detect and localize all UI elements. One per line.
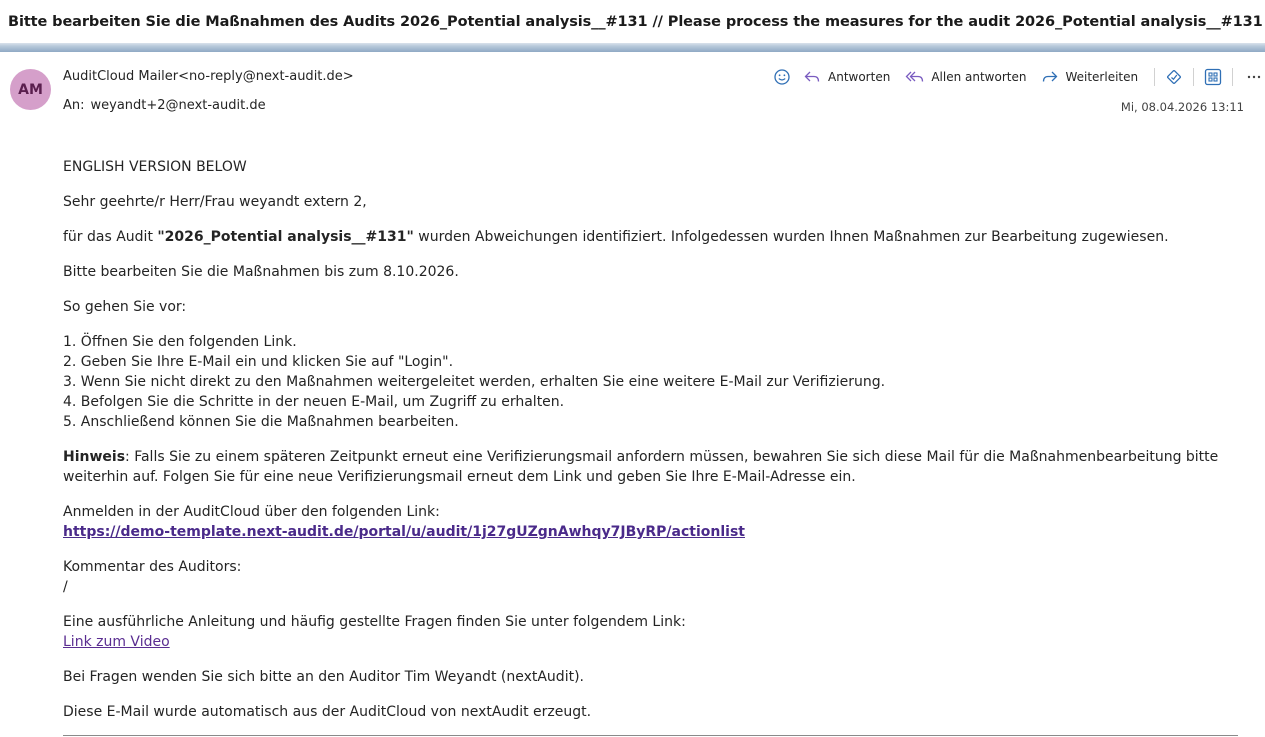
recipient-label: An: <box>63 98 85 113</box>
email-body <box>63 157 1253 722</box>
forward-label: Weiterleiten <box>1065 70 1139 84</box>
hint-label: Hinweis <box>63 449 126 465</box>
more-actions-button[interactable] <box>1245 68 1263 86</box>
forward-button[interactable] <box>1041 68 1138 86</box>
forward-icon <box>1041 68 1059 86</box>
sender-name[interactable]: AuditCloud Mailer<no-reply@next-audit.de> <box>63 69 354 84</box>
list-item: 1. Öffnen Sie den folgenden Link. <box>63 334 297 350</box>
greeting: Sehr geehrte/r Herr/Frau weyandt extern 2, <box>63 194 367 210</box>
auto-generated-note: Diese E-Mail wurde automatisch aus der AuditCloud von nextAudit erzeugt. <box>63 704 592 720</box>
reply-all-icon <box>905 68 925 86</box>
more-icon <box>1245 68 1263 86</box>
email-subject: Bitte bearbeiten Sie die Maßnahmen des Audits 2026_Potential analysis__#131 // Please process the measures for the audit 2026_Potential analysis__#131 <box>8 14 1263 30</box>
comment-paragraph <box>63 557 1253 597</box>
questions-paragraph: Bei Fragen wenden Sie sich bitte an den Auditor Tim Weyandt (nextAudit). <box>63 669 584 685</box>
toolbar-separator <box>1193 68 1194 86</box>
toolbar-separator <box>1154 68 1155 86</box>
emoji-icon <box>773 68 791 86</box>
apps-icon <box>1204 68 1222 86</box>
body-divider <box>63 735 1238 736</box>
email-date: Mi, 08.04.2026 13:11 <box>1120 100 1244 114</box>
sender-line[interactable] <box>63 69 354 84</box>
english-version-note: ENGLISH VERSION BELOW <box>63 159 247 175</box>
login-paragraph <box>63 502 1253 542</box>
steps-intro: So gehen Sie vor: <box>63 299 187 315</box>
reply-label: Antworten <box>828 70 891 84</box>
login-intro: Anmelden in der AuditCloud über den folgenden Link: <box>63 504 440 520</box>
reply-button[interactable] <box>803 68 890 86</box>
reply-icon <box>803 68 821 86</box>
deadline: Bitte bearbeiten Sie die Maßnahmen bis zum 8.10.2026. <box>63 264 459 280</box>
recipient-address[interactable]: weyandt+2@next-audit.de <box>90 98 266 113</box>
list-item: 3. Wenn Sie nicht direkt zu den Maßnahmen weitergeleitet werden, erhalten Sie eine weitere E-Mail zur Verifizierung. <box>63 374 886 390</box>
hint-text: : Falls Sie zu einem späteren Zeitpunkt erneut eine Verifizierungsmail anfordern müssen, bewahren Sie sich diese Mail für die Maßnahmenbearbeitung bitte weiterhin auf. Folgen Sie für eine neue Verifizierungsmail erneut dem Link und geben Sie Ihre E-Mail-Adresse ein. <box>63 449 1219 485</box>
emoji-button[interactable] <box>773 68 791 86</box>
comment-value: / <box>63 579 68 595</box>
toolbar-separator <box>1232 68 1233 86</box>
video-link[interactable]: Link zum Video <box>63 634 170 650</box>
message-toolbar <box>770 66 1263 88</box>
header-accent-strip <box>0 43 1265 52</box>
reply-all-button[interactable] <box>905 68 1026 86</box>
sender-avatar[interactable]: AM <box>10 69 51 110</box>
apps-button[interactable] <box>1204 68 1222 86</box>
list-item: 5. Anschließend können Sie die Maßnahmen bearbeiten. <box>63 414 459 430</box>
steps-list <box>63 332 1253 432</box>
list-item: 4. Befolgen Sie die Schritte in der neuen E-Mail, um Zugriff zu erhalten. <box>63 394 565 410</box>
guide-paragraph <box>63 612 1253 652</box>
subject-bar <box>0 0 1265 44</box>
reply-all-label: Allen antworten <box>931 70 1027 84</box>
intro-paragraph: für das Audit "2026_Potential analysis__#131" wurden Abweichungen identifiziert. Infolgedessen wurden Ihnen Maßnahmen zur Bearbeitung zugewiesen. <box>63 229 1169 245</box>
recipient-line <box>63 98 266 113</box>
list-item: 2. Geben Sie Ihre E-Mail ein und klicken Sie auf "Login". <box>63 354 454 370</box>
tag-button[interactable] <box>1165 68 1183 86</box>
comment-label: Kommentar des Auditors: <box>63 559 242 575</box>
login-link[interactable]: https://demo-template.next-audit.de/portal/u/audit/1j27gUZgnAwhqy7JByRP/actionlist <box>63 524 745 540</box>
audit-name: "2026_Potential analysis__#131" <box>157 229 414 245</box>
tag-icon <box>1165 68 1183 86</box>
hint-paragraph <box>63 447 1253 487</box>
guide-intro: Eine ausführliche Anleitung und häufig gestellte Fragen finden Sie unter folgendem Link: <box>63 614 686 630</box>
